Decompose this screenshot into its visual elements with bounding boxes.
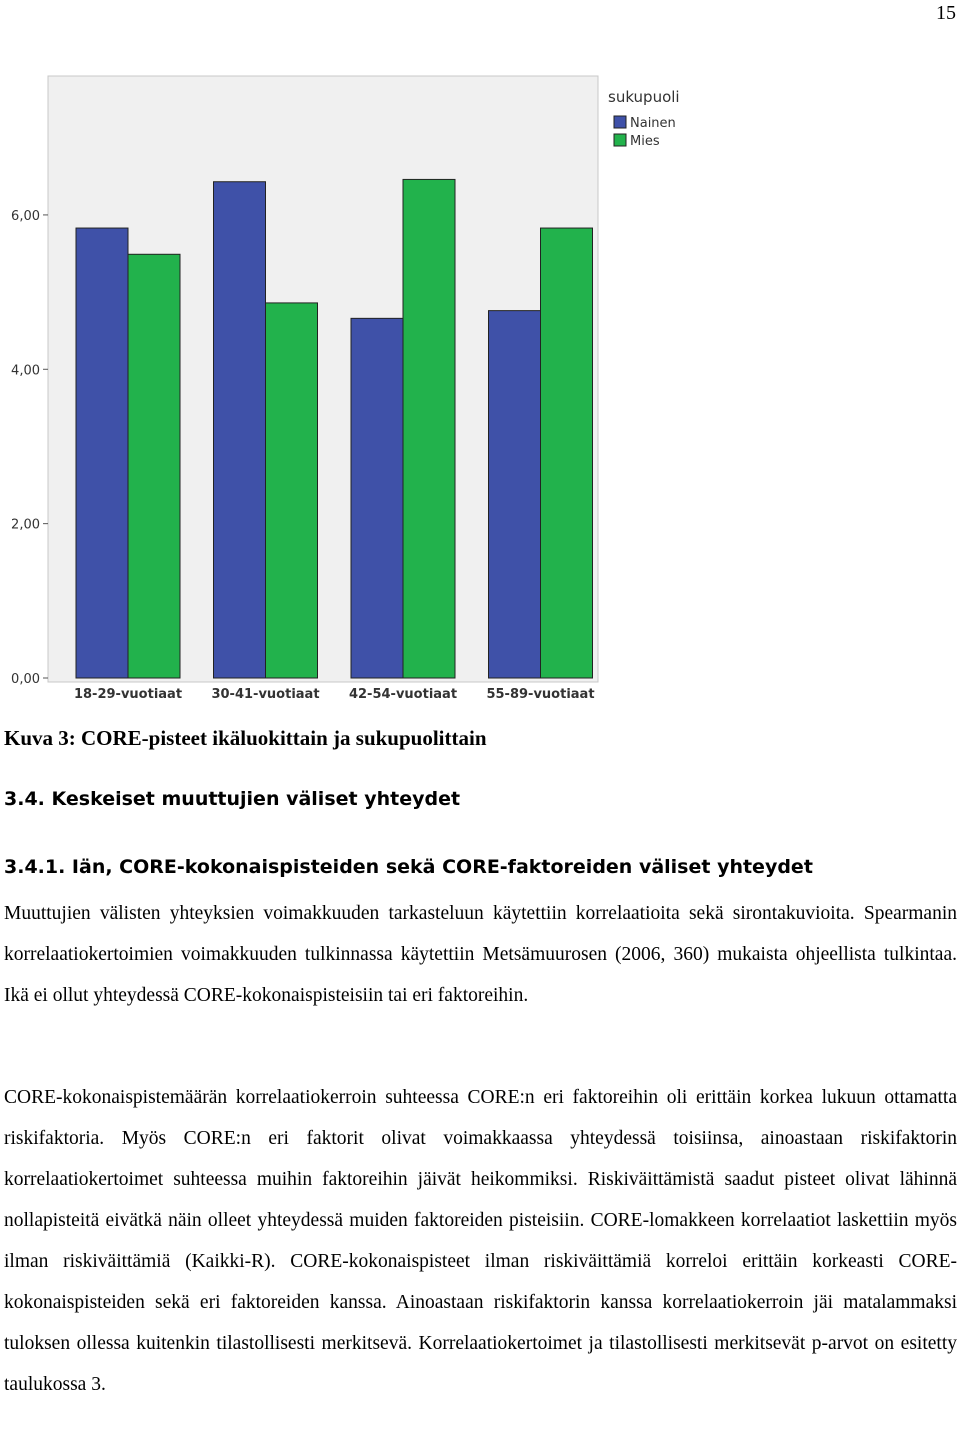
figure-caption: Kuva 3: CORE-pisteet ikäluokittain ja sukupuolittain [4, 726, 487, 750]
bar-nainen-2 [351, 318, 403, 678]
y-tick-label: 2,00 [11, 517, 40, 533]
legend-label-nainen: Nainen [630, 116, 676, 131]
x-tick-label: 55-89-vuotiaat [486, 687, 595, 702]
bar-mies-2 [403, 179, 455, 678]
bar-nainen-0 [76, 228, 128, 678]
legend-label-mies: Mies [630, 134, 660, 149]
section-heading: 3.4. Keskeiset muuttujien väliset yhteydet [4, 788, 461, 810]
x-tick-label: 30-41-vuotiaat [211, 687, 320, 702]
y-tick-label: 4,00 [11, 363, 40, 379]
y-axis [11, 209, 48, 687]
paragraph-2: CORE-kokonaispistemäärän korrelaatiokerroin suhteessa CORE:n eri faktoreihin oli erittäin korkea lukuun ottamatta riskifaktoria. Myös CORE:n eri faktorit olivat voimakkaassa yhteydessä toisiinsa, ainoastaan riskifaktorin korrelaatiokertoimet suhteessa muihin faktoreihin jäivät heikommiksi. Riskiväittämistä saadut pisteet olivat lähinnä nollapisteitä eivätkä näin olleet yhteydessä muiden faktoreiden pisteisiin. CORE-lomakkeen korrelaatiot laskettiin myös ilman riskiväittämiä (Kaikki-R). CORE-kokonaispisteet ilman riskiväittämiä korreloi erittäin korkeasti CORE-kokonaispisteiden sekä eri faktoreiden kanssa. Ainoastaan riskifaktorin kanssa korrelaatiokerroin jäi matalammaksi tuloksen ollessa kuitenkin tilastollisesti merkitsevä. Korrelaatiokertoimet ja tilastollisesti merkitsevät p-arvot on esitetty taulukossa 3. [4, 1087, 957, 1395]
bar-mies-0 [128, 254, 180, 678]
bar-nainen-1 [214, 182, 266, 678]
y-tick-label: 0,00 [11, 672, 40, 687]
bar-chart [0, 60, 700, 710]
page-number: 15 [936, 2, 956, 24]
bar-nainen-3 [489, 311, 541, 678]
paragraph-1: Muuttujien välisten yhteyksien voimakkuuden tarkasteluun käytettiin korrelaatioita sekä sirontakuvioita. Spearmanin korrelaatiokertoimien voimakkuuden tulkinnassa käytettiin Metsämuurosen (2006, 360) mukaista ohjeellista tulkintaa. Ikä ei ollut yhteydessä CORE-kokonaispisteisiin tai eri faktoreihin. [4, 903, 957, 1006]
legend-swatch-nainen [614, 116, 626, 128]
x-axis [74, 687, 595, 702]
y-tick-label: 6,00 [11, 208, 40, 224]
bar-mies-3 [541, 228, 593, 678]
legend [608, 88, 680, 149]
bar-mies-1 [266, 303, 318, 678]
x-tick-label: 18-29-vuotiaat [73, 687, 183, 702]
legend-title: sukupuoli [608, 88, 680, 106]
x-tick-label: 42-54-vuotiaat [348, 687, 458, 702]
legend-swatch-mies [614, 134, 626, 146]
subsection-heading: 3.4.1. Iän, CORE-kokonaispisteiden sekä CORE-faktoreiden väliset yhteydet [4, 856, 813, 878]
